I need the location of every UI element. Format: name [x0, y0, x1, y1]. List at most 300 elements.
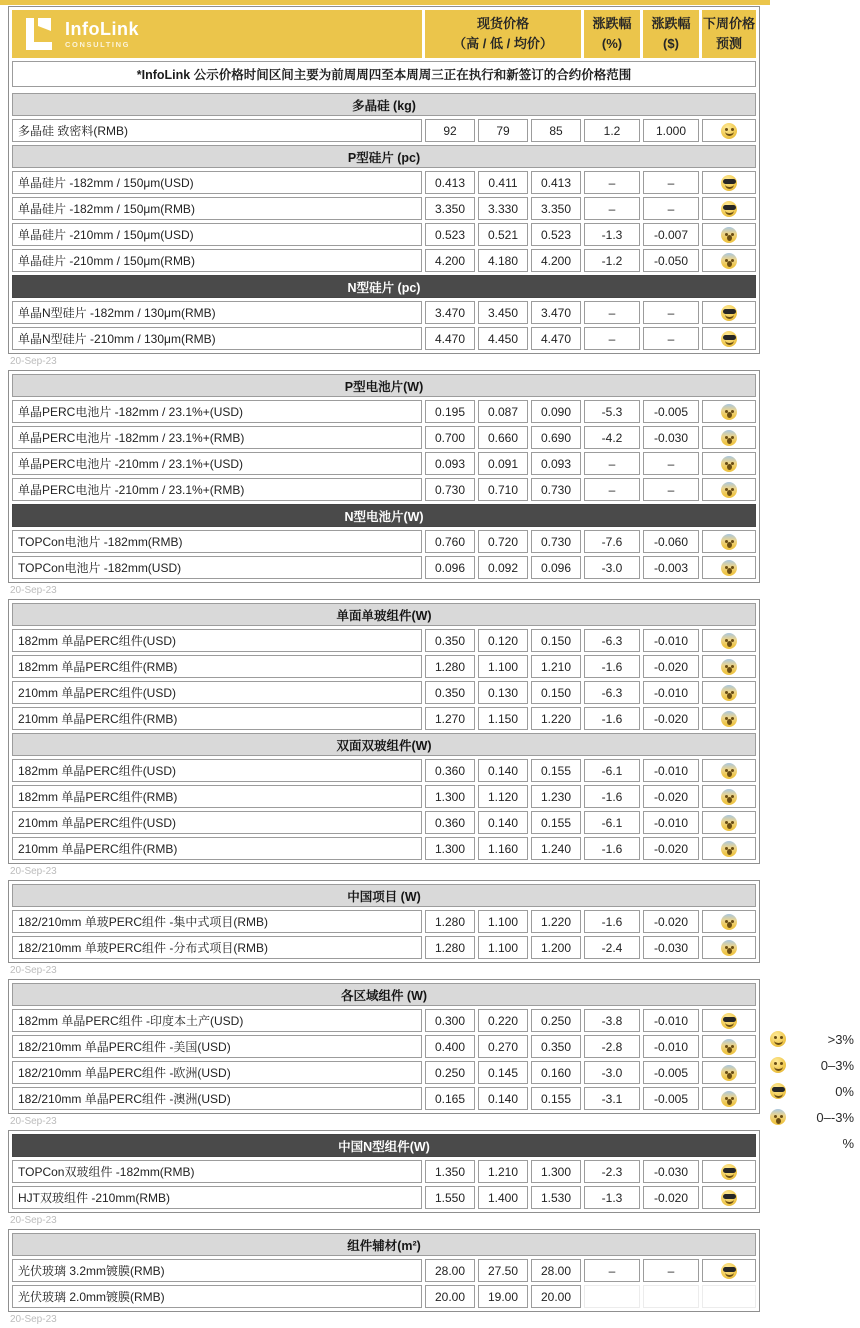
spot-price-subtitle: （高 / 低 / 均价） [453, 36, 553, 51]
price-row [12, 1009, 756, 1032]
emoji-sunglasses-icon [721, 1164, 737, 1180]
report-header [9, 7, 759, 90]
price-block [8, 979, 760, 1114]
change-amt-cell: – [643, 478, 699, 501]
high-price-cell: 0.360 [425, 811, 475, 834]
report-body [8, 6, 760, 1328]
forecast-cell [702, 1087, 756, 1110]
col-header-forecast [702, 10, 756, 58]
change-pct-cell: -3.0 [584, 556, 640, 579]
change-amt-cell: -0.010 [643, 681, 699, 704]
low-price-cell: 19.00 [478, 1285, 528, 1308]
product-name-cell: 光伏玻璃 3.2mm镀膜(RMB) [12, 1259, 422, 1282]
legend-item [770, 1078, 854, 1104]
change-amt-cell: -0.020 [643, 785, 699, 808]
change-pct-cell: – [584, 1259, 640, 1282]
forecast-cell [702, 1285, 756, 1308]
low-price-cell: 0.087 [478, 400, 528, 423]
emoji-scream-icon [721, 1065, 737, 1081]
product-name-cell: 182mm 单晶PERC组件(RMB) [12, 785, 422, 808]
infolink-logo [26, 18, 421, 50]
price-block [8, 1130, 760, 1213]
date-stamp: 20-Sep-23 [10, 356, 57, 367]
emoji-scream-icon [721, 763, 737, 779]
high-price-cell: 1.300 [425, 837, 475, 860]
low-price-cell: 3.330 [478, 197, 528, 220]
price-row [12, 119, 756, 142]
change-pct-cell: – [584, 327, 640, 350]
product-name-cell: 单晶硅片 -182mm / 150μm(USD) [12, 171, 422, 194]
emoji-scream-icon [721, 1091, 737, 1107]
change-pct-cell: -7.6 [584, 530, 640, 553]
forecast-cell [702, 327, 756, 350]
change-amt-cell: – [643, 301, 699, 324]
change-amt-cell: – [643, 171, 699, 194]
forecast-cell [702, 1259, 756, 1282]
price-row [12, 530, 756, 553]
product-name-cell: 单晶PERC电池片 -182mm / 23.1%+(USD) [12, 400, 422, 423]
price-row [12, 1259, 756, 1282]
high-price-cell: 1.280 [425, 936, 475, 959]
change-pct-cell: -1.3 [584, 223, 640, 246]
low-price-cell: 0.145 [478, 1061, 528, 1084]
change-amt-cell: -0.030 [643, 426, 699, 449]
product-name-cell: 182mm 单晶PERC组件 -印度本土产(USD) [12, 1009, 422, 1032]
spot-price-title: 现货价格 [476, 15, 529, 31]
forecast-cell [702, 681, 756, 704]
emoji-sunglasses-icon [721, 175, 737, 191]
low-price-cell: 0.521 [478, 223, 528, 246]
avg-price-cell: 0.350 [531, 1035, 581, 1058]
emoji-scream-icon [721, 430, 737, 446]
avg-price-cell: 0.730 [531, 530, 581, 553]
date-stamp: 20-Sep-23 [10, 965, 57, 976]
change-amt-cell: -0.005 [643, 400, 699, 423]
forecast-cell [702, 936, 756, 959]
section-title: 中国N型组件(W) [12, 1134, 756, 1157]
low-price-cell: 0.140 [478, 811, 528, 834]
change-pct-cell: – [584, 301, 640, 324]
price-note: *InfoLink 公示价格时间区间主要为前周周四至本周周三正在执行和新签订的合约价格范围 [12, 61, 756, 87]
emoji-scream-icon [721, 227, 737, 243]
high-price-cell: 20.00 [425, 1285, 475, 1308]
change-pct-cell: – [584, 197, 640, 220]
high-price-cell: 0.413 [425, 171, 475, 194]
change-pct-cell [584, 1285, 640, 1308]
forecast-cell [702, 707, 756, 730]
change-amt-cell: – [643, 452, 699, 475]
section-header-row [12, 983, 756, 1006]
change-pct-cell: -1.6 [584, 707, 640, 730]
low-price-cell: 79 [478, 119, 528, 142]
legend-item [770, 1026, 854, 1052]
change-pct-cell: -6.3 [584, 681, 640, 704]
price-block [8, 599, 760, 864]
low-price-cell: 3.450 [478, 301, 528, 324]
emoji-scream-icon [721, 789, 737, 805]
change-pct-cell: -5.3 [584, 400, 640, 423]
change-amt-cell: – [643, 327, 699, 350]
avg-price-cell: 1.530 [531, 1186, 581, 1209]
date-stamp: 20-Sep-23 [10, 1314, 57, 1325]
product-name-cell: 单晶N型硅片 -182mm / 130μm(RMB) [12, 301, 422, 324]
price-row [12, 837, 756, 860]
avg-price-cell: 3.350 [531, 197, 581, 220]
product-name-cell: 182/210mm 单晶PERC组件 -欧洲(USD) [12, 1061, 422, 1084]
change-amt-subtitle: ($) [663, 36, 679, 51]
high-price-cell: 4.470 [425, 327, 475, 350]
date-stamp: 20-Sep-23 [10, 866, 57, 877]
low-price-cell: 0.130 [478, 681, 528, 704]
change-pct-cell: -6.1 [584, 811, 640, 834]
change-pct-cell: -1.6 [584, 837, 640, 860]
price-row [12, 707, 756, 730]
price-row [12, 452, 756, 475]
avg-price-cell: 1.300 [531, 1160, 581, 1183]
price-row [12, 655, 756, 678]
high-price-cell: 0.760 [425, 530, 475, 553]
avg-price-cell: 1.210 [531, 655, 581, 678]
change-amt-title: 涨跌幅 [651, 15, 691, 31]
product-name-cell: 单晶硅片 -182mm / 150μm(RMB) [12, 197, 422, 220]
section-header-row [12, 884, 756, 907]
avg-price-cell: 1.240 [531, 837, 581, 860]
legend-label: 0% [835, 1083, 854, 1099]
forecast-cell [702, 1160, 756, 1183]
legend-label: 0–3% [820, 1057, 854, 1073]
forecast-title: 下周价格 [703, 15, 756, 31]
section-title: P型硅片 (pc) [12, 145, 756, 168]
change-pct-cell: -3.0 [584, 1061, 640, 1084]
product-name-cell: 单晶PERC电池片 -182mm / 23.1%+(RMB) [12, 426, 422, 449]
price-block [8, 370, 760, 583]
section-title: 组件辅材(m²) [12, 1233, 756, 1256]
section-header-row [12, 733, 756, 756]
date-stamp: 20-Sep-23 [10, 1116, 57, 1127]
high-price-cell: 0.730 [425, 478, 475, 501]
section-title: 多晶硅 (kg) [12, 93, 756, 116]
high-price-cell: 1.280 [425, 655, 475, 678]
change-pct-cell: -1.6 [584, 785, 640, 808]
avg-price-cell: 4.200 [531, 249, 581, 272]
emoji-scream-icon [721, 685, 737, 701]
forecast-cell [702, 1035, 756, 1058]
avg-price-cell: 4.470 [531, 327, 581, 350]
forecast-cell [702, 837, 756, 860]
high-price-cell: 0.300 [425, 1009, 475, 1032]
price-row [12, 197, 756, 220]
section-header-row [12, 145, 756, 168]
forecast-cell [702, 910, 756, 933]
product-name-cell: TOPCon双玻组件 -182mm(RMB) [12, 1160, 422, 1183]
change-pct-subtitle: (%) [601, 36, 623, 51]
top-gold-strip [0, 0, 770, 5]
high-price-cell: 1.350 [425, 1160, 475, 1183]
price-row [12, 1035, 756, 1058]
product-name-cell: 210mm 单晶PERC组件(RMB) [12, 837, 422, 860]
price-row [12, 171, 756, 194]
section-title: P型电池片(W) [12, 374, 756, 397]
section-header-row [12, 603, 756, 626]
change-amt-cell: -0.010 [643, 629, 699, 652]
change-amt-cell: -0.010 [643, 1035, 699, 1058]
avg-price-cell: 0.090 [531, 400, 581, 423]
low-price-cell: 0.140 [478, 1087, 528, 1110]
infolink-logo-icon [26, 18, 56, 50]
change-pct-cell: -3.8 [584, 1009, 640, 1032]
change-amt-cell [643, 1285, 699, 1308]
change-pct-cell: -2.8 [584, 1035, 640, 1058]
section-header-row [12, 1233, 756, 1256]
product-name-cell: 182/210mm 单玻PERC组件 -集中式项目(RMB) [12, 910, 422, 933]
brand-name: InfoLink [65, 18, 139, 39]
high-price-cell: 0.165 [425, 1087, 475, 1110]
section-title: 各区域组件 (W) [12, 983, 756, 1006]
forecast-cell [702, 426, 756, 449]
high-price-cell: 4.200 [425, 249, 475, 272]
price-row [12, 478, 756, 501]
avg-price-cell: 0.155 [531, 811, 581, 834]
low-price-cell: 1.400 [478, 1186, 528, 1209]
price-row [12, 681, 756, 704]
forecast-cell [702, 1186, 756, 1209]
forecast-cell [702, 556, 756, 579]
price-table [9, 1230, 759, 1311]
legend-label: % [842, 1135, 854, 1151]
low-price-cell: 0.120 [478, 629, 528, 652]
forecast-cell [702, 197, 756, 220]
emoji-smile-icon [770, 1057, 786, 1073]
product-name-cell: 182/210mm 单玻PERC组件 -分布式项目(RMB) [12, 936, 422, 959]
low-price-cell: 4.450 [478, 327, 528, 350]
change-amt-cell: – [643, 197, 699, 220]
forecast-cell [702, 655, 756, 678]
low-price-cell: 27.50 [478, 1259, 528, 1282]
price-row [12, 910, 756, 933]
avg-price-cell: 0.523 [531, 223, 581, 246]
change-pct-cell: -3.1 [584, 1087, 640, 1110]
emoji-scream-icon [721, 914, 737, 930]
section-header-row [12, 504, 756, 527]
legend-item [770, 1104, 854, 1130]
change-amt-cell: -0.010 [643, 811, 699, 834]
low-price-cell: 0.411 [478, 171, 528, 194]
avg-price-cell: 1.200 [531, 936, 581, 959]
high-price-cell: 3.470 [425, 301, 475, 324]
col-header-change-pct [584, 10, 640, 58]
change-pct-cell: – [584, 171, 640, 194]
avg-price-cell: 0.150 [531, 681, 581, 704]
high-price-cell: 0.360 [425, 759, 475, 782]
avg-price-cell: 20.00 [531, 1285, 581, 1308]
product-name-cell: 多晶硅 致密料(RMB) [12, 119, 422, 142]
avg-price-cell: 1.220 [531, 707, 581, 730]
high-price-cell: 0.350 [425, 681, 475, 704]
price-row [12, 1087, 756, 1110]
avg-price-cell: 28.00 [531, 1259, 581, 1282]
change-pct-cell: -6.3 [584, 629, 640, 652]
forecast-cell [702, 478, 756, 501]
change-amt-cell: -0.010 [643, 1009, 699, 1032]
product-name-cell: 单晶硅片 -210mm / 150μm(USD) [12, 223, 422, 246]
change-amt-cell: -0.020 [643, 837, 699, 860]
high-price-cell: 0.250 [425, 1061, 475, 1084]
change-pct-cell: – [584, 478, 640, 501]
low-price-cell: 0.710 [478, 478, 528, 501]
emoji-scream-icon [721, 940, 737, 956]
avg-price-cell: 0.155 [531, 759, 581, 782]
emoji-scream-icon [721, 482, 737, 498]
section-title: 双面双玻组件(W) [12, 733, 756, 756]
price-row [12, 1160, 756, 1183]
forecast-cell [702, 400, 756, 423]
change-amt-cell: -0.050 [643, 249, 699, 272]
product-name-cell: 单晶硅片 -210mm / 150μm(RMB) [12, 249, 422, 272]
forecast-cell [702, 785, 756, 808]
emoji-smile-icon [721, 123, 737, 139]
forecast-cell [702, 452, 756, 475]
change-amt-cell: -0.020 [643, 655, 699, 678]
low-price-cell: 4.180 [478, 249, 528, 272]
low-price-cell: 1.100 [478, 936, 528, 959]
price-row [12, 223, 756, 246]
change-pct-cell: -1.2 [584, 249, 640, 272]
low-price-cell: 0.091 [478, 452, 528, 475]
col-header-change-amt [643, 10, 699, 58]
product-name-cell: HJT双玻组件 -210mm(RMB) [12, 1186, 422, 1209]
avg-price-cell: 3.470 [531, 301, 581, 324]
product-name-cell: 单晶PERC电池片 -210mm / 23.1%+(RMB) [12, 478, 422, 501]
price-row [12, 249, 756, 272]
low-price-cell: 0.140 [478, 759, 528, 782]
avg-price-cell: 1.230 [531, 785, 581, 808]
price-row [12, 1061, 756, 1084]
price-table [9, 980, 759, 1113]
forecast-cell [702, 301, 756, 324]
emoji-scream-icon [721, 711, 737, 727]
avg-price-cell: 0.093 [531, 452, 581, 475]
product-name-cell: 光伏玻璃 2.0mm镀膜(RMB) [12, 1285, 422, 1308]
high-price-cell: 0.093 [425, 452, 475, 475]
emoji-sunglasses-icon [721, 331, 737, 347]
low-price-cell: 1.210 [478, 1160, 528, 1183]
price-row [12, 629, 756, 652]
price-block [8, 880, 760, 963]
infolink-logo-cell [12, 10, 422, 58]
emoji-scream-icon [721, 659, 737, 675]
change-pct-cell: -2.3 [584, 1160, 640, 1183]
change-pct-cell: -1.3 [584, 1186, 640, 1209]
forecast-cell [702, 1009, 756, 1032]
product-name-cell: 182/210mm 单晶PERC组件 -澳洲(USD) [12, 1087, 422, 1110]
avg-price-cell: 0.730 [531, 478, 581, 501]
product-name-cell: 单晶N型硅片 -210mm / 130μm(RMB) [12, 327, 422, 350]
legend-label: >3% [827, 1031, 854, 1047]
date-stamp: 20-Sep-23 [10, 585, 57, 596]
legend-item [770, 1130, 854, 1156]
avg-price-cell: 1.220 [531, 910, 581, 933]
price-row [12, 426, 756, 449]
forecast-legend [770, 1026, 854, 1156]
col-header-spot-price [425, 10, 581, 58]
forecast-cell [702, 249, 756, 272]
change-pct-cell: -1.6 [584, 655, 640, 678]
product-name-cell: 单晶PERC电池片 -210mm / 23.1%+(USD) [12, 452, 422, 475]
avg-price-cell: 85 [531, 119, 581, 142]
high-price-cell: 0.195 [425, 400, 475, 423]
date-stamp: 20-Sep-23 [10, 1215, 57, 1226]
product-name-cell: 210mm 单晶PERC组件(RMB) [12, 707, 422, 730]
section-title: N型硅片 (pc) [12, 275, 756, 298]
price-row [12, 936, 756, 959]
high-price-cell: 1.280 [425, 910, 475, 933]
emoji-scream-icon [721, 841, 737, 857]
emoji-scream-icon [770, 1109, 786, 1125]
change-pct-cell: -4.2 [584, 426, 640, 449]
product-name-cell: 182/210mm 单晶PERC组件 -美国(USD) [12, 1035, 422, 1058]
avg-price-cell: 0.155 [531, 1087, 581, 1110]
change-pct-cell: – [584, 452, 640, 475]
price-row [12, 785, 756, 808]
low-price-cell: 1.120 [478, 785, 528, 808]
section-title: 中国项目 (W) [12, 884, 756, 907]
emoji-grin-icon [770, 1031, 786, 1047]
legend-label: 0–-3% [816, 1109, 854, 1125]
emoji-sunglasses-icon [721, 201, 737, 217]
section-title: 单面单玻组件(W) [12, 603, 756, 626]
low-price-cell: 1.100 [478, 910, 528, 933]
high-price-cell: 1.550 [425, 1186, 475, 1209]
high-price-cell: 0.700 [425, 426, 475, 449]
low-price-cell: 1.100 [478, 655, 528, 678]
product-name-cell: TOPCon电池片 -182mm(RMB) [12, 530, 422, 553]
section-header-row [12, 374, 756, 397]
change-amt-cell: 1.000 [643, 119, 699, 142]
section-header-row [12, 93, 756, 116]
high-price-cell: 1.270 [425, 707, 475, 730]
product-name-cell: 182mm 单晶PERC组件(USD) [12, 759, 422, 782]
emoji-scream-icon [721, 253, 737, 269]
section-header-row [12, 1134, 756, 1157]
change-amt-cell: -0.003 [643, 556, 699, 579]
product-name-cell: 182mm 单晶PERC组件(RMB) [12, 655, 422, 678]
low-price-cell: 0.270 [478, 1035, 528, 1058]
low-price-cell: 0.092 [478, 556, 528, 579]
avg-price-cell: 0.690 [531, 426, 581, 449]
low-price-cell: 1.160 [478, 837, 528, 860]
change-amt-cell: -0.020 [643, 707, 699, 730]
price-table [9, 1131, 759, 1212]
forecast-cell [702, 530, 756, 553]
high-price-cell: 0.350 [425, 629, 475, 652]
high-price-cell: 0.523 [425, 223, 475, 246]
low-price-cell: 1.150 [478, 707, 528, 730]
change-amt-cell: -0.030 [643, 1160, 699, 1183]
emoji-scream-icon [721, 633, 737, 649]
forecast-cell [702, 811, 756, 834]
high-price-cell: 0.400 [425, 1035, 475, 1058]
price-table [9, 371, 759, 582]
price-row [12, 400, 756, 423]
section-header-row [12, 275, 756, 298]
change-amt-cell: -0.060 [643, 530, 699, 553]
emoji-sunglasses-icon [721, 1013, 737, 1029]
change-amt-cell: -0.010 [643, 759, 699, 782]
change-amt-cell: -0.005 [643, 1087, 699, 1110]
forecast-subtitle: 预测 [715, 36, 742, 51]
high-price-cell: 28.00 [425, 1259, 475, 1282]
avg-price-cell: 0.096 [531, 556, 581, 579]
